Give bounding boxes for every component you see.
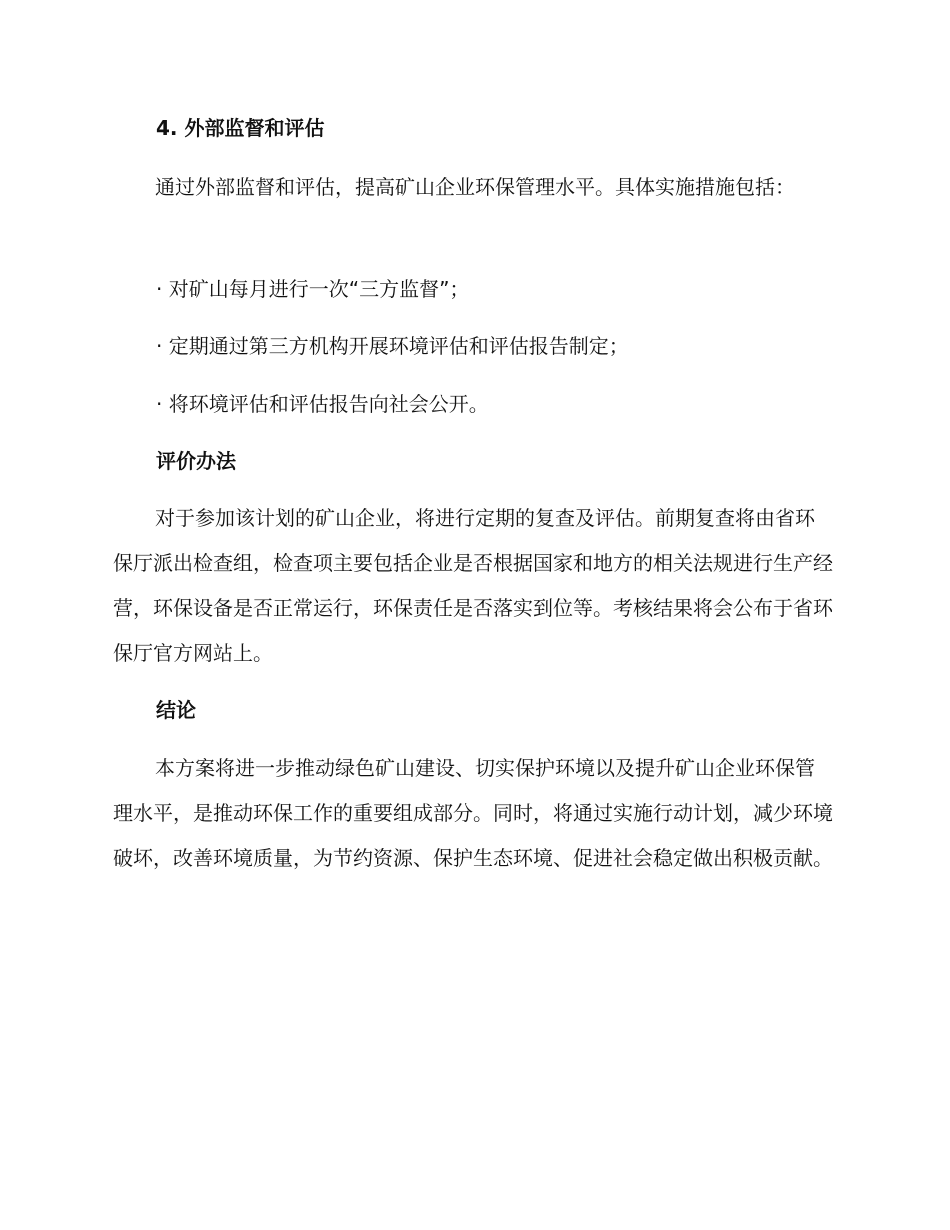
bullet-item-monthly-supervision: · 对矿山每月进行一次“三方监督”； [156, 277, 470, 301]
conclusion-body: 本方案将进一步推动绿色矿山建设、切实保护环境以及提升矿山企业环保管理水平，是推动环保工作的重要组成部分。同时，将通过实施行动计划，减少环境破坏，改善环境质量，为节约资源、保护生态环境、促进社会稳定做出积极贡献。 [113, 756, 833, 870]
section-heading-evaluation: 评价办法 [156, 449, 236, 473]
bullet-item-public-disclosure: · 将环境评估和评估报告向社会公开。 [156, 392, 489, 416]
external-supervision-intro: 通过外部监督和评估，提高矿山企业环保管理水平。具体实施措施包括： [155, 175, 795, 199]
evaluation-body: 对于参加该计划的矿山企业，将进行定期的复查及评估。前期复查将由省环保厅派出检查组，检查项主要包括企业是否根据国家和地方的相关法规进行生产经营，环保设备是否正常运行，环保责任是否落实到位等。考核结果将会公布于省环保厅官方网站上。 [113, 506, 833, 665]
bullet-item-third-party-assessment: · 定期通过第三方机构开展环境评估和评估报告制定； [156, 334, 629, 358]
section-heading-external-supervision: 4. 外部监督和评估 [156, 116, 325, 140]
section-heading-conclusion: 结论 [156, 698, 196, 722]
